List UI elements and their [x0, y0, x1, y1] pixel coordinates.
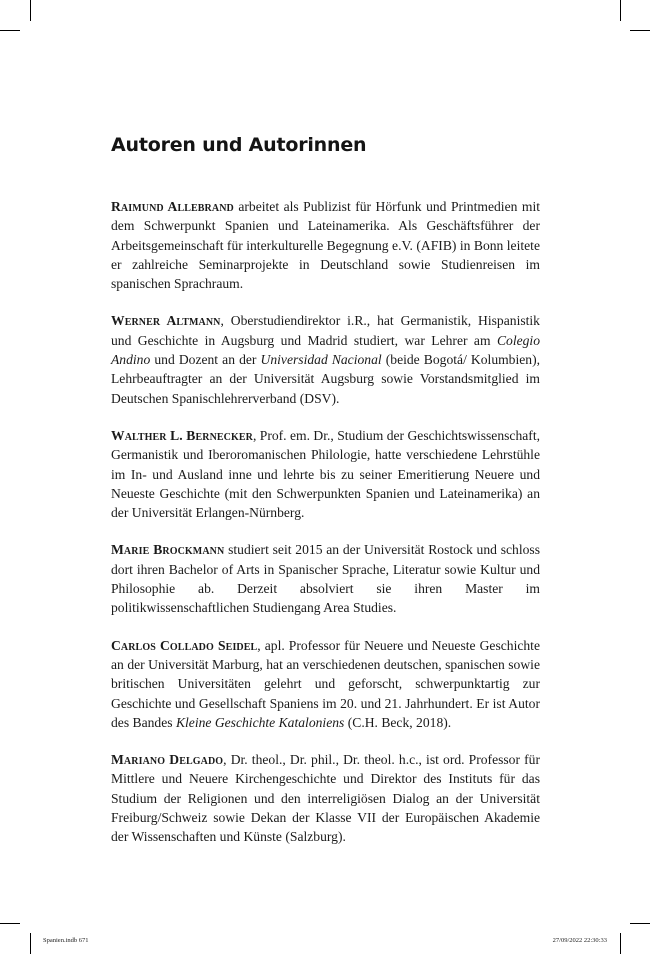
author-entry [111, 311, 540, 407]
crop-mark-bottom-right [620, 933, 621, 954]
crop-mark-top-left-h [0, 30, 20, 31]
author-name: Raimund Allebrand [111, 199, 234, 214]
author-name: Mariano Delgado [111, 752, 224, 768]
author-name: Werner Altmann [111, 313, 221, 329]
italic-title: Universidad Nacional [260, 352, 382, 368]
crop-mark-top-left [30, 0, 31, 21]
author-bio-text: und Dozent an der [150, 352, 261, 368]
author-bio-text: , Oberstudiendirektor i.R., hat Germanistik, Hispanistik und Geschichte in Augsburg und Madrid studiert, war Lehrer am [111, 313, 540, 348]
author-bio-text: , Dr. theol., Dr. phil., Dr. theol. h.c., ist ord. Professor für Mittlere und Neuere Kirchengeschichte und Direktor des Instituts für das Studium der Religionen und den interreligiösen Dialog an der Universität Freiburg/Schweiz sowie Dekan der Klasse VII der Europäischen Akademie der Wissenschaften und Künste (Salzburg). [111, 752, 540, 845]
crop-mark-bottom-left-h [0, 923, 20, 924]
author-entry [111, 750, 540, 846]
author-bio-text: studiert seit 2015 an der Universität Rostock und schloss dort ihren Bachelor of Arts in Spanischer Sprache, Literatur sowie Kultur und Philosophie ab. Derzeit absolviert sie ihren Master im politikwissenschaftlichen Studiengang Area Studies. [111, 542, 540, 616]
italic-title: Colegio Andino [111, 332, 540, 368]
footer-file-info: Spanien.indb 671 [43, 937, 89, 944]
crop-mark-bottom-left [30, 933, 31, 954]
author-name: Marie Brockmann [111, 542, 225, 558]
author-name: Carlos Collado Seidel [111, 637, 258, 653]
footer-timestamp: 27/09/2022 22:30:33 [552, 937, 607, 944]
author-entry [111, 197, 540, 293]
page-title: Autoren und Autorinnen [111, 134, 367, 156]
author-bio-text: (beide Bogotá/ Kolumbien), Lehrbeauftragter an der Universität Augsburg sowie Vorstandsmitglied im Deutschen Spanischlehrerverband (DSV). [111, 352, 541, 406]
crop-mark-top-right-h [630, 30, 650, 31]
author-entry [111, 636, 540, 732]
author-bio-text: , Prof. em. Dr., Studium der Geschichtswissenschaft, Germanistik und Iberoromanischen Philologie, hatte verschiedene Lehrstühle im In- und Ausland inne und lehrte bis zu seiner Emeritierung Neuere und Neueste Geschichte (mit den Schwerpunkten Spanien und Lateinamerika) an der Universität Erlangen-Nürnberg. [111, 427, 540, 521]
author-bio-text: arbeitet als Publizist für Hörfunk und Printmedien mit dem Schwerpunkt Spanien und Lateinamerika. Als Geschäftsführer der Arbeitsgemeinschaft für interkulturelle Begegnung e.V. (AFIB) in Bonn leitete er zahlreiche Seminarprojekte in Deutschland sowie Studienreisen im spanischen Sprachraum. [111, 199, 541, 292]
author-bio-text: , apl. Professor für Neuere und Neueste Geschichte an der Universität Marburg, hat an verschiedenen deutschen, spanischen sowie britischen Universitäten gelehrt und geforscht, schwerpunktartig zur Geschichte und Gesellschaft Spaniens im 20. und 21. Jahrhundert. Er ist Autor des Bandes [111, 637, 540, 730]
crop-mark-top-right [620, 0, 621, 21]
author-bio-text: (C.H. Beck, 2018). [344, 714, 452, 730]
author-entry [111, 426, 540, 522]
italic-title: Kleine Geschichte Kataloniens [175, 714, 345, 730]
author-entry [111, 540, 540, 617]
author-name: Walther L. Bernecker [111, 427, 253, 443]
author-list [111, 197, 540, 865]
crop-mark-bottom-right-h [630, 923, 650, 924]
